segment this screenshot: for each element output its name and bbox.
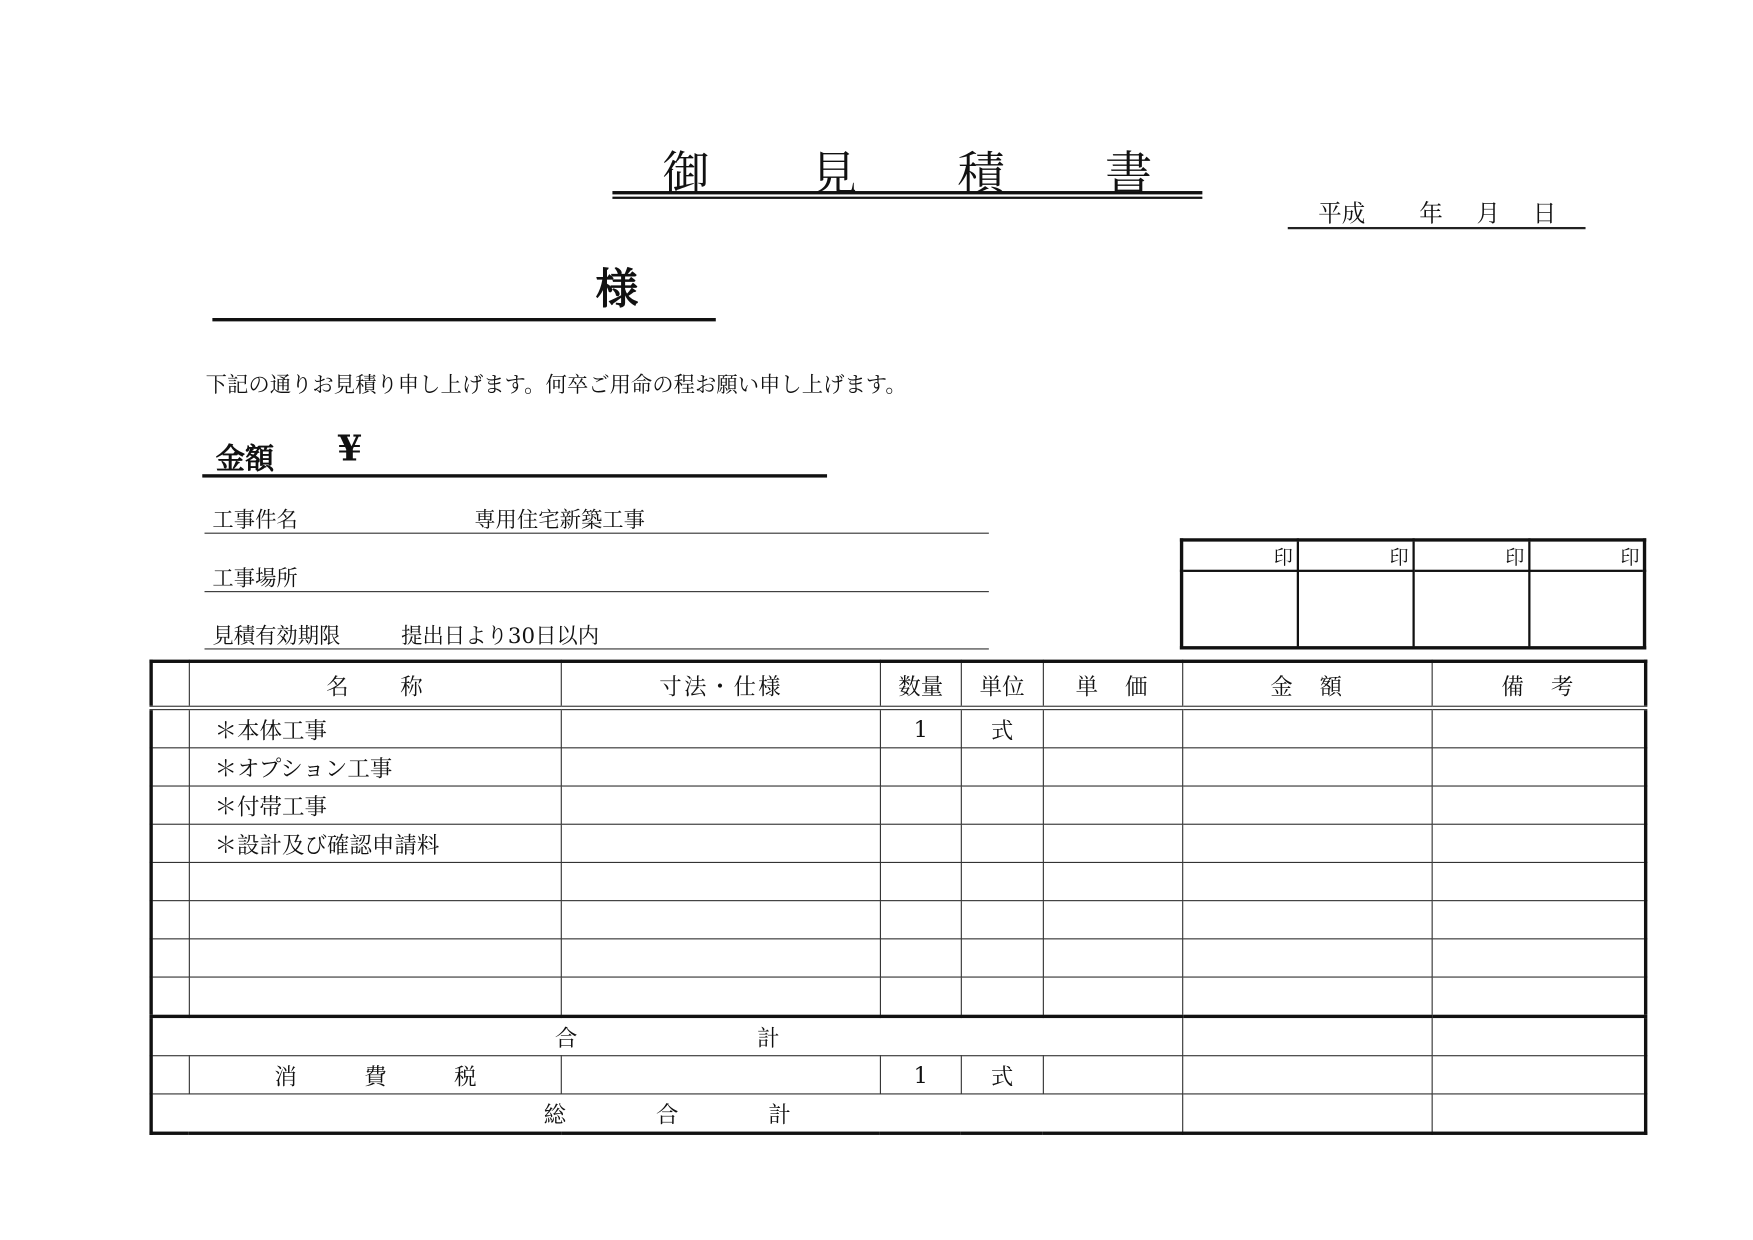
index-cell xyxy=(151,786,189,824)
unit-price-cell xyxy=(1043,748,1182,786)
unit-cell xyxy=(961,786,1043,824)
stamp-cell xyxy=(1413,571,1529,648)
title-char: 見 xyxy=(810,146,858,202)
index-cell xyxy=(151,824,189,862)
title-underline xyxy=(612,191,1202,199)
name-cell: ＊付帯工事 xyxy=(189,786,562,824)
header-amount: 金 額 xyxy=(1182,661,1432,708)
qty-cell xyxy=(880,901,961,939)
table-row xyxy=(151,977,1646,1016)
table-row xyxy=(151,901,1646,939)
unit-cell xyxy=(961,824,1043,862)
header-unit: 単位 xyxy=(961,661,1043,708)
yen-symbol: ¥ xyxy=(337,427,363,470)
validity-field xyxy=(205,615,989,650)
recipient-line xyxy=(212,318,715,321)
unit-cell: 式 xyxy=(961,708,1043,748)
stamp-cell xyxy=(1529,571,1645,648)
amount-cell xyxy=(1182,708,1432,748)
header-remarks: 備 考 xyxy=(1432,661,1645,708)
header-name: 名 称 xyxy=(189,661,562,708)
qty-cell xyxy=(880,786,961,824)
remarks-cell xyxy=(1432,939,1645,977)
index-cell xyxy=(151,1056,189,1094)
date-year: 年 xyxy=(1419,200,1443,227)
remarks-cell xyxy=(1432,862,1645,900)
title-char: 書 xyxy=(1105,146,1153,202)
table-row xyxy=(151,939,1646,977)
spec-cell xyxy=(562,862,881,900)
date-field xyxy=(1288,196,1586,230)
subtotal-label: 合 計 xyxy=(151,1016,1182,1055)
spec-cell xyxy=(562,1056,881,1094)
unit-price-cell xyxy=(1043,708,1182,748)
stamp-label: 印 xyxy=(1182,540,1298,571)
spec-cell xyxy=(562,786,881,824)
subtotal-row xyxy=(151,1016,1646,1055)
unit-price-cell xyxy=(1043,939,1182,977)
unit-cell xyxy=(961,977,1043,1016)
total-amount xyxy=(1182,1094,1432,1133)
estimate-table xyxy=(149,660,1647,1135)
spec-cell xyxy=(562,748,881,786)
tax-amount xyxy=(1182,1056,1432,1094)
name-cell xyxy=(189,901,562,939)
index-cell xyxy=(151,901,189,939)
name-cell: ＊設計及び確認申請料 xyxy=(189,824,562,862)
table-header xyxy=(151,661,1646,708)
qty-cell xyxy=(880,824,961,862)
tax-row xyxy=(151,1056,1646,1094)
index-header xyxy=(151,661,189,708)
remarks-cell xyxy=(1432,708,1645,748)
index-cell xyxy=(151,977,189,1016)
unit-cell xyxy=(961,939,1043,977)
stamp-cell xyxy=(1182,571,1298,648)
tax-label: 消 費 税 xyxy=(189,1056,562,1094)
header-qty: 数量 xyxy=(880,661,961,708)
total-row xyxy=(151,1094,1646,1133)
subtotal-remarks xyxy=(1432,1016,1645,1055)
project-name-field xyxy=(205,499,989,534)
stamp-box xyxy=(1180,538,1646,649)
qty-cell xyxy=(880,977,961,1016)
amount-cell xyxy=(1182,748,1432,786)
field-value: 提出日より30日以内 xyxy=(401,623,600,649)
amount-cell xyxy=(1182,977,1432,1016)
table-row xyxy=(151,862,1646,900)
name-cell xyxy=(189,977,562,1016)
index-cell xyxy=(151,939,189,977)
amount-cell xyxy=(1182,862,1432,900)
spec-cell xyxy=(562,824,881,862)
amount-cell xyxy=(1182,786,1432,824)
amount-cell xyxy=(1182,824,1432,862)
unit-price-cell xyxy=(1043,786,1182,824)
field-label: 工事場所 xyxy=(212,566,298,592)
table-row xyxy=(151,748,1646,786)
amount-field xyxy=(202,429,827,477)
remarks-cell xyxy=(1432,786,1645,824)
stamp-label: 印 xyxy=(1297,540,1413,571)
total-label: 総 合 計 xyxy=(151,1094,1182,1133)
remarks-cell xyxy=(1432,748,1645,786)
unit-price-cell xyxy=(1043,977,1182,1016)
table-row xyxy=(151,824,1646,862)
unit-price-cell xyxy=(1043,824,1182,862)
title-char: 積 xyxy=(957,146,1005,202)
spec-cell xyxy=(562,939,881,977)
date-month: 月 xyxy=(1476,200,1501,227)
unit-cell xyxy=(961,901,1043,939)
amount-label: 金額 xyxy=(215,442,275,477)
stamp-label: 印 xyxy=(1413,540,1529,571)
index-cell xyxy=(151,708,189,748)
qty-cell xyxy=(880,862,961,900)
unit-cell: 式 xyxy=(961,1056,1043,1094)
amount-cell xyxy=(1182,939,1432,977)
field-label: 工事件名 xyxy=(212,507,298,533)
field-value: 専用住宅新築工事 xyxy=(474,507,646,533)
remarks-cell xyxy=(1432,977,1645,1016)
amount-cell xyxy=(1182,901,1432,939)
field-label: 見積有効期限 xyxy=(212,623,341,649)
recipient-suffix: 様 xyxy=(595,262,639,314)
qty-cell: 1 xyxy=(880,708,961,748)
remarks-cell xyxy=(1432,901,1645,939)
stamp-label: 印 xyxy=(1529,540,1645,571)
remarks-cell xyxy=(1432,824,1645,862)
intro-text: 下記の通りお見積り申し上げます。何卒ご用命の程お願い申し上げます。 xyxy=(205,373,907,398)
qty-cell: 1 xyxy=(880,1056,961,1094)
qty-cell xyxy=(880,748,961,786)
spec-cell xyxy=(562,901,881,939)
stamp-cell xyxy=(1297,571,1413,648)
remarks-cell xyxy=(1432,1056,1645,1094)
subtotal-amount xyxy=(1182,1016,1432,1055)
unit-price-cell xyxy=(1043,901,1182,939)
unit-cell xyxy=(961,748,1043,786)
index-cell xyxy=(151,862,189,900)
name-cell xyxy=(189,862,562,900)
total-remarks xyxy=(1432,1094,1645,1133)
header-spec: 寸法・仕様 xyxy=(562,661,881,708)
unit-price-cell xyxy=(1043,1056,1182,1094)
unit-cell xyxy=(961,862,1043,900)
header-unit-price: 単 価 xyxy=(1043,661,1182,708)
name-cell: ＊オプション工事 xyxy=(189,748,562,786)
project-location-field xyxy=(205,557,989,592)
table-row xyxy=(151,786,1646,824)
qty-cell xyxy=(880,939,961,977)
date-day: 日 xyxy=(1532,200,1557,227)
date-era: 平成 xyxy=(1318,200,1366,227)
title-char: 御 xyxy=(662,146,710,202)
name-cell xyxy=(189,939,562,977)
index-cell xyxy=(151,748,189,786)
spec-cell xyxy=(562,977,881,1016)
table-row xyxy=(151,708,1646,748)
unit-price-cell xyxy=(1043,862,1182,900)
spec-cell xyxy=(562,708,881,748)
name-cell: ＊本体工事 xyxy=(189,708,562,748)
